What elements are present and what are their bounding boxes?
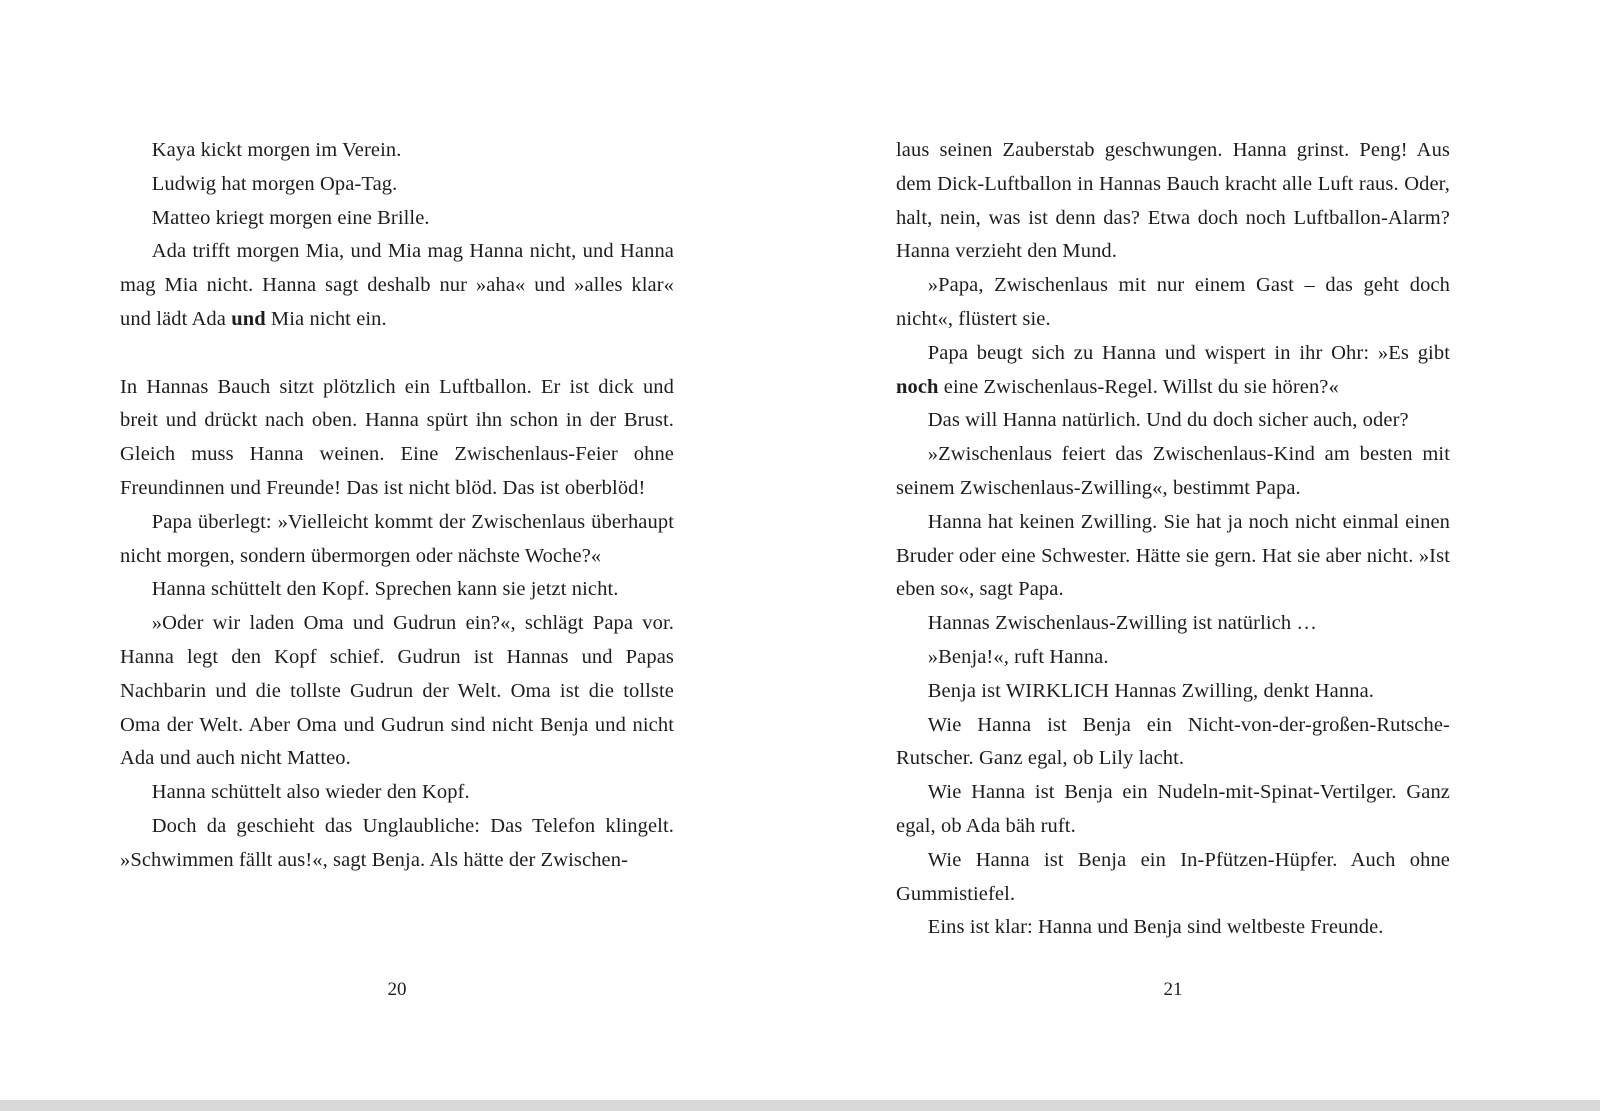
emphasized-word: noch — [896, 375, 939, 398]
paragraph: Hannas Zwischenlaus-Zwilling ist natürlich … — [927, 612, 1318, 635]
paragraph: Doch da geschieht das Unglaubliche: Das Telefon klingelt. »Schwimmen fällt aus!«, sagt Benja. Als hätte der Zwischen- — [120, 814, 674, 871]
paragraph: Wie Hanna ist Benja ein In-Pfützen-Hüpfer. Auch ohne Gummistiefel. — [896, 848, 1450, 905]
paragraph-text: eine Zwischenlaus-Regel. Willst du sie hören?« — [938, 375, 1339, 398]
paragraph — [896, 337, 1450, 405]
paragraph-text: Papa beugt sich zu Hanna und wispert in ihr Ohr: »Es gibt — [927, 341, 1450, 364]
paragraph-text: Mia nicht ein. — [265, 307, 387, 330]
paragraph: Hanna hat keinen Zwilling. Sie hat ja noch nicht einmal einen Bruder oder eine Schwester. Hätte sie gern. Hat sie aber nicht. »Ist eben so«, sagt Papa. — [896, 510, 1450, 601]
paragraph-text: Ada trifft morgen Mia, und Mia mag Hanna nicht, und Hanna mag Mia nicht. Hanna sagt deshalb nur »aha« und »alles klar« und lädt Ada — [120, 240, 674, 330]
paragraph: In Hannas Bauch sitzt plötzlich ein Luftballon. Er ist dick und breit und drückt nach oben. Hanna spürt ihn schon in der Brust. Gleich muss Hanna weinen. Eine Zwischenlaus-Feier ohne Freundinnen und Freunde! Das ist nicht blöd. Das ist oberblöd! — [120, 375, 674, 499]
paragraph: Eins ist klar: Hanna und Benja sind weltbeste Freunde. — [927, 916, 1384, 939]
paragraph: laus seinen Zauberstab geschwungen. Hanna grinst. Peng! Aus dem Dick-Luftballon in Hannas Bauch kracht alle Luft raus. Oder, halt, nein, was ist denn das? Etwa doch noch Luftballon-Alarm? Hanna verzieht den Mund. — [896, 139, 1450, 263]
page-right-text — [896, 134, 1450, 945]
paragraph: Hanna schüttelt also wieder den Kopf. — [151, 781, 470, 804]
book-page-left — [120, 134, 674, 878]
paragraph: Kaya kickt morgen im Verein. — [151, 139, 402, 161]
page-number-left: 20 — [387, 979, 407, 1000]
bottom-edge-bar — [0, 1100, 1600, 1111]
paragraph: Matteo kriegt morgen eine Brille. — [151, 206, 430, 229]
paragraph: Hanna schüttelt den Kopf. Sprechen kann sie jetzt nicht. — [151, 578, 619, 601]
page-number-right: 21 — [1163, 979, 1183, 1000]
paragraph: »Oder wir laden Oma und Gudrun ein?«, schlägt Papa vor. Hanna legt den Kopf schief. Gudrun ist Hannas und Papas Nachbarin und die tollste Gudrun der Welt. Oma ist die tollste Oma der Welt. Aber Oma und Gudrun sind nicht Benja und nicht Ada und auch nicht Matteo. — [120, 612, 674, 770]
paragraph: Das will Hanna natürlich. Und du doch sicher auch, oder? — [927, 409, 1409, 432]
paragraph: Papa überlegt: »Vielleicht kommt der Zwischenlaus überhaupt nicht morgen, sondern übermorgen oder nächste Woche?« — [120, 510, 674, 567]
paragraph: »Benja!«, ruft Hanna. — [927, 645, 1109, 668]
paragraph — [120, 235, 674, 336]
paragraph: »Papa, Zwischenlaus mit nur einem Gast – das geht doch nicht«, flüstert sie. — [896, 274, 1450, 330]
emphasized-word: und — [231, 307, 266, 330]
paragraph: Wie Hanna ist Benja ein Nicht-von-der-großen-Rutsche-Rutscher. Ganz egal, ob Lily lacht. — [896, 713, 1450, 770]
book-page-right — [896, 134, 1450, 945]
paragraph: Ludwig hat morgen Opa-Tag. — [151, 172, 398, 195]
paragraph: Benja ist WIRKLICH Hannas Zwilling, denkt Hanna. — [927, 679, 1374, 702]
page-left-text — [120, 134, 674, 878]
paragraph: Wie Hanna ist Benja ein Nudeln-mit-Spinat-Vertilger. Ganz egal, ob Ada bäh ruft. — [896, 781, 1450, 837]
paragraph: »Zwischenlaus feiert das Zwischenlaus-Kind am besten mit seinem Zwischenlaus-Zwilling«, bestimmt Papa. — [896, 443, 1450, 499]
